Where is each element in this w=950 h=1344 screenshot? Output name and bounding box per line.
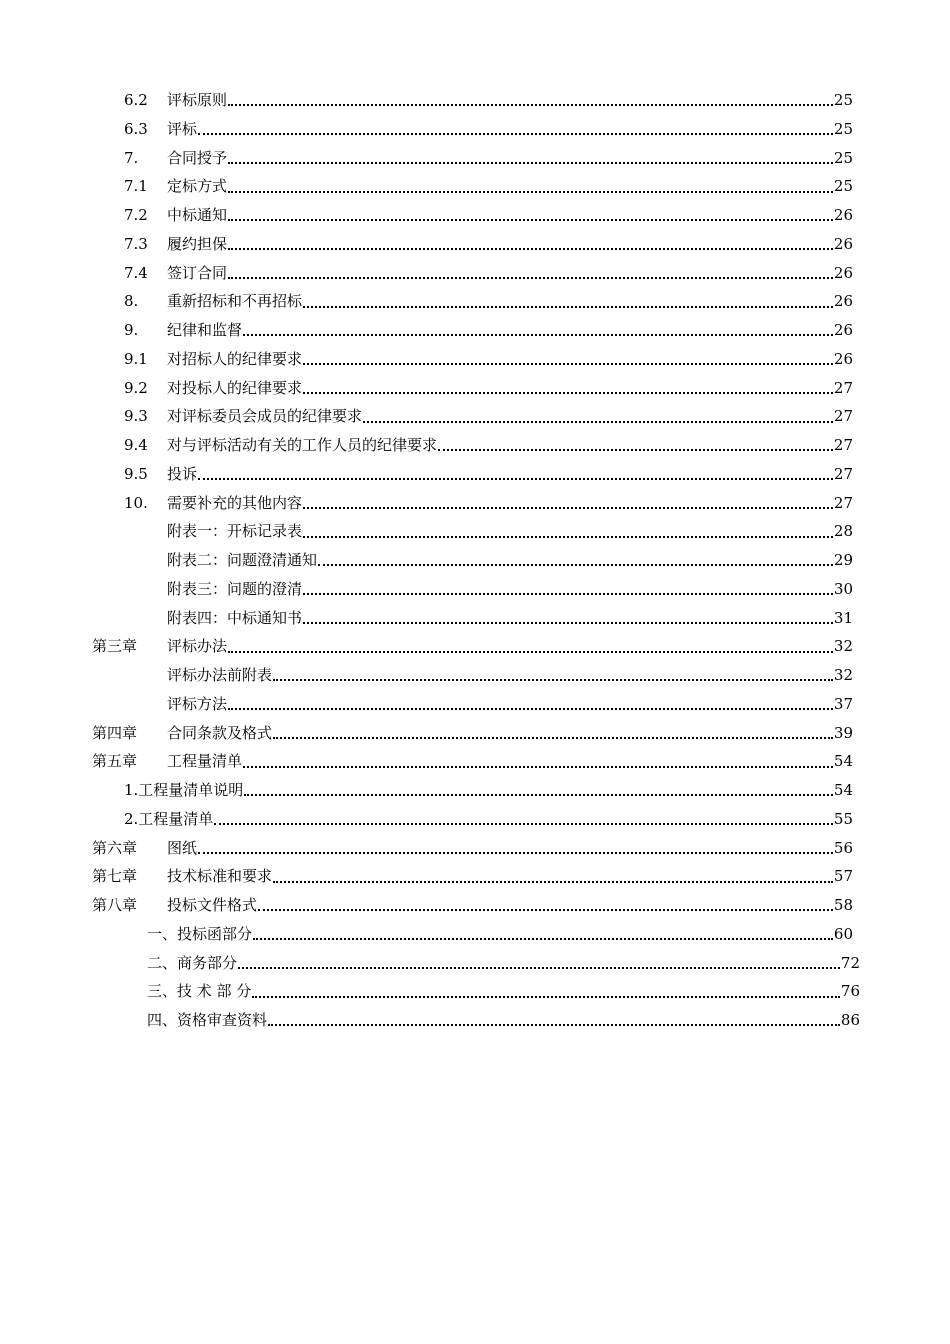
toc-entry-title: 评标办法: [167, 637, 228, 656]
toc-entry[interactable]: [0, 747, 950, 776]
toc-entry-title: 附表二：问题澄清通知: [167, 551, 318, 569]
toc-entry-page: 26: [833, 206, 853, 224]
toc-entry-number: 10.: [124, 493, 148, 512]
toc-entry[interactable]: [0, 776, 950, 805]
toc-entry-title: 三、技 术 部 分: [147, 982, 252, 1001]
toc-entry-page: 30: [833, 579, 853, 598]
toc-leader-dots: [273, 679, 833, 681]
toc-entry-page: 26: [833, 234, 853, 253]
toc-entry-page: 27: [833, 378, 853, 397]
toc-entry-title: 附表四：中标通知书: [167, 608, 303, 627]
toc-entry-number: 7.2: [124, 206, 148, 224]
toc-entry-page: 76: [840, 982, 860, 1001]
toc-entry-page: 55: [833, 809, 853, 828]
toc-entry[interactable]: [0, 431, 950, 460]
toc-entry-number: 9.2: [124, 378, 148, 397]
toc-leader-dots: [303, 392, 833, 394]
toc-leader-dots: [228, 651, 833, 653]
toc-entry-page: 27: [833, 493, 853, 512]
toc-leader-dots: [243, 766, 833, 768]
toc-entry[interactable]: [0, 287, 950, 316]
toc-entry-title: 2.工程量清单: [124, 809, 214, 828]
toc-entry[interactable]: [0, 259, 950, 288]
toc-leader-dots: [303, 622, 833, 624]
toc-leader-dots: [228, 277, 833, 279]
toc-leader-dots: [214, 823, 833, 825]
toc-entry[interactable]: [0, 834, 950, 863]
toc-entry-page: 72: [840, 953, 860, 972]
toc-entry[interactable]: [0, 201, 950, 230]
toc-entry-number: 第八章: [92, 896, 138, 914]
toc-entry-title: 一、投标函部分: [147, 924, 253, 943]
toc-entry-title: 评标: [167, 119, 198, 138]
toc-entry[interactable]: [0, 517, 950, 546]
toc-entry-page: 25: [833, 119, 853, 138]
toc-entry-number: 9.1: [124, 349, 148, 368]
toc-entry-title: 对招标人的纪律要求: [167, 349, 303, 368]
toc-entry-number: 6.2: [124, 91, 148, 109]
toc-entry[interactable]: [0, 920, 950, 949]
toc-entry-page: 26: [833, 321, 853, 339]
toc-leader-dots: [303, 536, 833, 538]
toc-entry-page: 37: [833, 694, 853, 713]
toc-entry-page: 86: [840, 1011, 860, 1029]
toc-entry-title: 附表三：问题的澄清: [167, 579, 303, 598]
toc-entry-page: 32: [833, 666, 853, 684]
toc-leader-dots: [253, 938, 833, 940]
toc-entry[interactable]: [0, 949, 950, 978]
toc-leader-dots: [228, 219, 833, 221]
toc-leader-dots: [244, 794, 833, 796]
toc-entry-page: 28: [833, 522, 853, 541]
toc-leader-dots: [238, 967, 840, 969]
toc-entry[interactable]: [0, 402, 950, 431]
toc-entry-title: 定标方式: [167, 177, 228, 196]
toc-leader-dots: [303, 593, 833, 595]
toc-entry-page: 26: [833, 263, 853, 282]
toc-entry-title: 需要补充的其他内容: [167, 493, 303, 512]
toc-leader-dots: [303, 363, 833, 365]
toc-entry[interactable]: [0, 862, 950, 891]
toc-entry-title: 投标文件格式: [167, 896, 258, 914]
toc-entry-page: 25: [833, 148, 853, 167]
toc-entry-number: 第四章: [92, 723, 138, 742]
toc-entry-title: 对投标人的纪律要求: [167, 378, 303, 397]
toc-entry-title: 工程量清单: [167, 752, 243, 771]
toc-entry-page: 25: [833, 91, 853, 109]
toc-entry-page: 54: [833, 781, 853, 799]
toc-entry-title: 1.工程量清单说明: [124, 781, 244, 799]
toc-entry[interactable]: [0, 144, 950, 173]
toc-entry-page: 60: [833, 924, 853, 943]
toc-entry-title: 技术标准和要求: [167, 867, 273, 886]
toc-leader-dots: [198, 852, 833, 854]
toc-entry-page: 26: [833, 292, 853, 311]
toc-leader-dots: [198, 478, 833, 480]
toc-leader-dots: [228, 162, 833, 164]
toc-leader-dots: [273, 737, 833, 739]
toc-entry-page: 26: [833, 349, 853, 368]
toc-entry[interactable]: [0, 86, 950, 115]
toc-entry-number: 7.4: [124, 263, 148, 282]
toc-entry-number: 7.1: [124, 177, 148, 196]
toc-entry[interactable]: [0, 690, 950, 719]
toc-entry-page: 39: [833, 723, 853, 742]
toc-entry[interactable]: [0, 977, 950, 1006]
toc-entry[interactable]: [0, 316, 950, 345]
toc-entry-page: 54: [833, 752, 853, 771]
toc-entry-page: 27: [833, 464, 853, 483]
toc-entry[interactable]: [0, 230, 950, 259]
toc-entry-title: 合同授予: [167, 148, 228, 167]
toc-entry-title: 投诉: [167, 464, 198, 483]
toc-entry[interactable]: [0, 661, 950, 690]
toc-entry-title: 重新招标和不再招标: [167, 292, 303, 311]
toc-entry-number: 8.: [124, 292, 139, 311]
toc-entry-title: 附表一：开标记录表: [167, 522, 303, 541]
toc-entry-title: 二、商务部分: [147, 953, 238, 972]
toc-entry[interactable]: [0, 546, 950, 575]
toc-entry-page: 58: [833, 896, 853, 914]
toc-leader-dots: [303, 306, 833, 308]
toc-entry[interactable]: [0, 489, 950, 518]
toc-entry-title: 评标办法前附表: [167, 666, 273, 684]
toc-entry-title: 对评标委员会成员的纪律要求: [167, 407, 363, 426]
toc-entry[interactable]: [0, 632, 950, 661]
toc-entry-title: 中标通知: [167, 206, 228, 224]
toc-entry-title: 图纸: [167, 838, 198, 857]
toc-entry[interactable]: [0, 172, 950, 201]
toc-entry-number: 第七章: [92, 867, 138, 886]
toc-entry-number: 7.3: [124, 234, 148, 253]
toc-entry[interactable]: [0, 604, 950, 633]
toc-entry-title: 评标原则: [167, 91, 228, 109]
toc-entry-page: 25: [833, 177, 853, 196]
toc-entry-number: 第三章: [92, 637, 138, 656]
toc-entry-number: 6.3: [124, 119, 148, 138]
toc-leader-dots: [303, 507, 833, 509]
toc-entry[interactable]: [0, 374, 950, 403]
toc-entry-number: 7.: [124, 148, 139, 167]
toc-entry[interactable]: [0, 719, 950, 748]
toc-leader-dots: [268, 1024, 840, 1026]
toc-entry-title: 四、资格审查资料: [147, 1011, 268, 1029]
toc-entry[interactable]: [0, 891, 950, 920]
toc-entry[interactable]: [0, 575, 950, 604]
toc-entry-page: 27: [833, 436, 853, 454]
toc-leader-dots: [228, 248, 833, 250]
toc-entry-title: 评标方法: [167, 694, 228, 713]
toc-entry-title: 履约担保: [167, 234, 228, 253]
toc-entry-number: 9.3: [124, 407, 148, 426]
toc-leader-dots: [228, 708, 833, 710]
toc-entry-number: 第六章: [92, 838, 138, 857]
toc-entry-number: 9.: [124, 321, 139, 339]
toc-entry[interactable]: [0, 805, 950, 834]
toc-entry-page: 56: [833, 838, 853, 857]
toc-entry-number: 9.5: [124, 464, 148, 483]
toc-leader-dots: [258, 909, 833, 911]
toc-entry-page: 31: [833, 608, 853, 627]
toc-leader-dots: [438, 449, 833, 451]
toc-entry[interactable]: [0, 345, 950, 374]
toc-entry-number: 第五章: [92, 752, 138, 771]
toc-entry-title: 合同条款及格式: [167, 723, 273, 742]
toc-entry-number: 9.4: [124, 436, 148, 454]
table-of-contents: [0, 86, 950, 1035]
toc-leader-dots: [228, 191, 833, 193]
toc-leader-dots: [252, 996, 840, 998]
toc-entry-page: 57: [833, 867, 853, 886]
toc-leader-dots: [243, 334, 833, 336]
toc-leader-dots: [198, 133, 833, 135]
toc-entry[interactable]: [0, 460, 950, 489]
toc-entry[interactable]: [0, 115, 950, 144]
toc-entry-page: 27: [833, 407, 853, 426]
toc-leader-dots: [228, 104, 833, 106]
toc-entry-title: 纪律和监督: [167, 321, 243, 339]
toc-entry-page: 32: [833, 637, 853, 656]
toc-entry-title: 对与评标活动有关的工作人员的纪律要求: [167, 436, 438, 454]
toc-entry-title: 签订合同: [167, 263, 228, 282]
toc-leader-dots: [318, 564, 833, 566]
toc-leader-dots: [363, 421, 833, 423]
toc-leader-dots: [273, 881, 833, 883]
toc-entry-page: 29: [833, 551, 853, 569]
toc-entry[interactable]: [0, 1006, 950, 1035]
